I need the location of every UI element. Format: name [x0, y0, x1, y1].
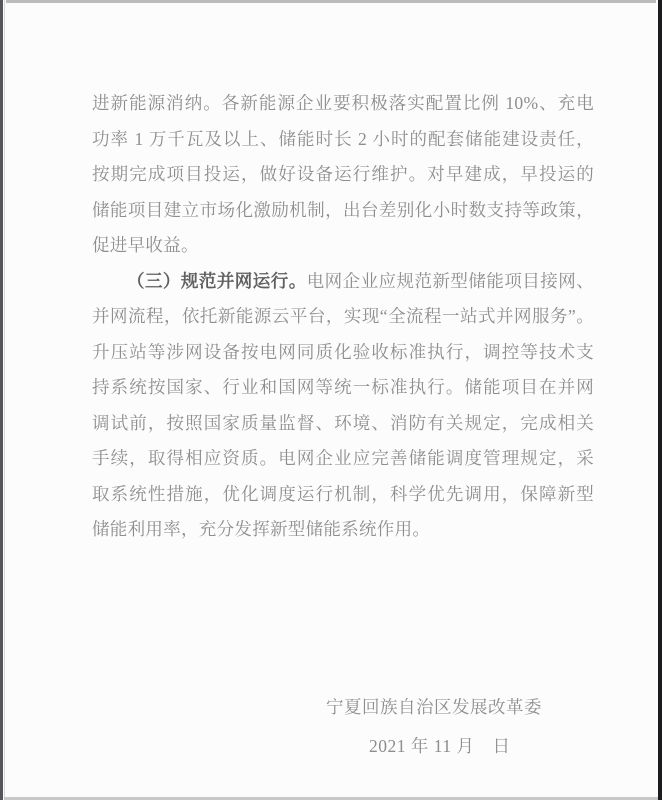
signature-issuer: 宁夏回族自治区发展改革委: [326, 697, 542, 717]
section-heading-rest: 电网企业应规范新型储能项目接网、: [306, 270, 594, 291]
body-line: 升压站等涉网设备按电网同质化验收标准执行，调控等技术支: [92, 341, 594, 362]
document-body: [92, 86, 594, 548]
body-line: 功率 1 万千瓦及以上、储能时长 2 小时的配套储能建设责任，: [92, 128, 594, 149]
scan-edge-left: [0, 0, 3, 800]
body-line: 并网流程，依托新能源云平台，实现“全流程一站式并网服务”。: [92, 306, 594, 326]
body-line: 按期完成项目投运，做好设备运行维护。对早建成，早投运的: [92, 164, 594, 184]
body-line: 持系统按国家、行业和国网等统一标准执行。储能项目在并网: [92, 377, 594, 397]
section-heading: （三）规范并网运行。: [127, 270, 307, 291]
signature-date: 2021 年 11 月 日: [369, 736, 511, 756]
scan-edge-right: [658, 0, 662, 800]
body-line-section-start: [92, 264, 594, 300]
scan-edge-top: [6, 0, 656, 3]
body-line: 调试前，按照国家质量监督、环境、消防有关规定，完成相关: [92, 412, 594, 433]
body-line: 促进早收益。: [92, 235, 199, 255]
body-line: 手续，取得相应资质。电网企业应完善储能调度管理规定，采: [92, 448, 594, 468]
body-line: 进新能源消纳。各新能源企业要积极落实配置比例 10%、充电: [92, 93, 594, 113]
body-line: 取系统性措施，优化调度运行机制，科学优先调用，保障新型: [92, 483, 594, 504]
scan-edge-left-inner: [4, 0, 5, 800]
body-line: 储能项目建立市场化激励机制，出台差别化小时数支持等政策，: [92, 199, 594, 220]
body-line: 储能利用率，充分发挥新型储能系统作用。: [92, 519, 431, 539]
